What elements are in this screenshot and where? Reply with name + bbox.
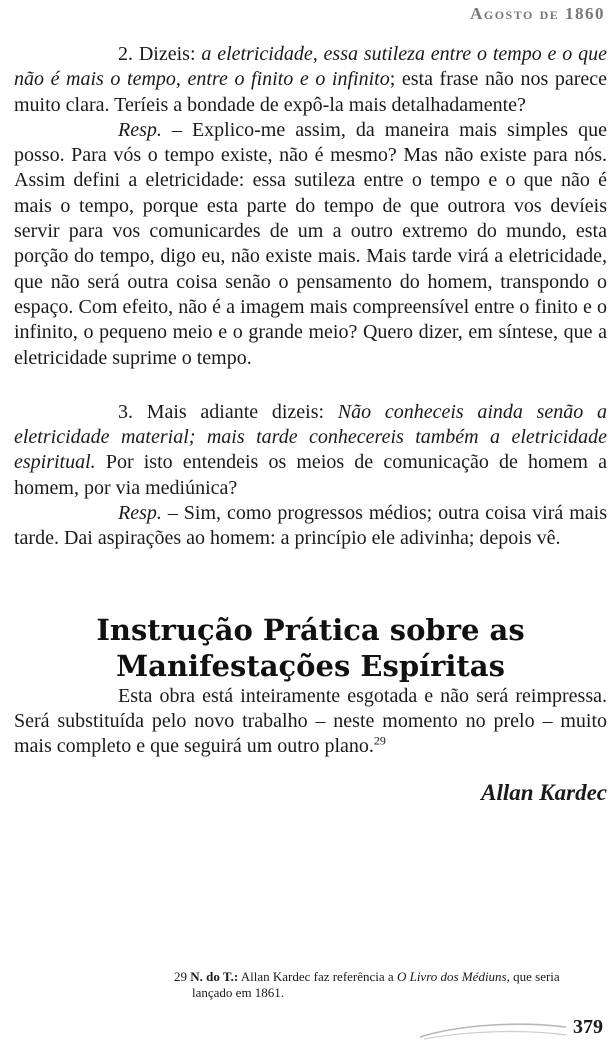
- footnote-text-after: , que seria: [506, 969, 560, 984]
- page-number: 379: [573, 1016, 603, 1038]
- section-title-line-1: Instrução Prática sobre as: [96, 612, 525, 647]
- footnote-line-2: lançado em 1861.: [192, 985, 285, 1000]
- decorative-swoosh-icon: [418, 1017, 568, 1043]
- section-title-line-2: Manifestações Espíritas: [116, 648, 505, 683]
- answer-2-label: Resp.: [118, 118, 162, 141]
- footnote-reference[interactable]: 29: [373, 733, 386, 748]
- answer-2-text: – Explico-me assim, da maneira mais simples que posso. Para vós o tempo existe, não é mesmo? Mas não existe para nós. Assim defini a eletricidade: essa sutileza entre o tempo e o que não é mais o tempo, porque esta parte do tempo de que outrora vos devíeis servir para vos comunicardes de um a outro extremo do mundo, esta porção do tempo, digo eu, não existe mais. Mais tarde virá a eletricidade, que não será outra coisa senão o pensamento do homem, transpondo o espaço. Com efeito, não é a imagem mais compreensível entre o finito e o infinito, o pequeno meio e o grande meio? Quero dizer, em síntese, que a eletricidade suprime o tempo.: [14, 118, 607, 369]
- question-3: [14, 400, 607, 501]
- answer-2: [14, 118, 607, 371]
- footnote-number: 29: [174, 969, 191, 984]
- signature: Allan Kardec: [481, 779, 607, 805]
- question-2-tail: ; esta frase não nos parece muito clara. Teríeis a bondade de expô-la mais detalhadamente?: [14, 68, 607, 116]
- question-3-number: 3. Mais adiante dizeis:: [118, 400, 338, 423]
- answer-3-text: – Sim, como progressos médios; outra coisa virá mais tarde. Dai aspirações ao homem: a princípio ele adivinha; depois vê.: [14, 502, 607, 550]
- footnote-text-before: Allan Kardec faz referência a: [238, 969, 397, 984]
- footnote-book-title: O Livro dos Médiuns: [396, 969, 507, 984]
- question-3-tail: Por isto entendeis os meios de comunicação de homem a homem, por via mediúnica?: [14, 451, 607, 499]
- question-2-number: 2. Dizeis:: [118, 43, 202, 65]
- question-2-quote: a eletricidade, essa sutileza entre o tempo e o que não é mais o tempo, entre o finito e o infinito: [14, 43, 607, 91]
- footnote: [174, 969, 608, 1001]
- paragraph-gap: [14, 371, 607, 400]
- running-head: Agosto de 1860: [470, 4, 605, 23]
- page-body: [14, 42, 607, 805]
- section-title: [14, 612, 607, 684]
- section-body: [14, 684, 607, 760]
- question-3-quote: Não conheceis ainda senão a eletricidade material; mais tarde conhecereis também a eletricidade espiritual.: [14, 400, 608, 474]
- section-body-text: Esta obra está inteiramente esgotada e não será reimpressa. Será substituída pelo novo trabalho – neste momento no prelo – muito mais completo e que seguirá um outro plano.: [14, 684, 607, 758]
- answer-3: [14, 501, 607, 552]
- question-2: [14, 42, 607, 118]
- answer-3-label: Resp.: [118, 502, 162, 525]
- footnote-label: N. do T.:: [190, 969, 239, 984]
